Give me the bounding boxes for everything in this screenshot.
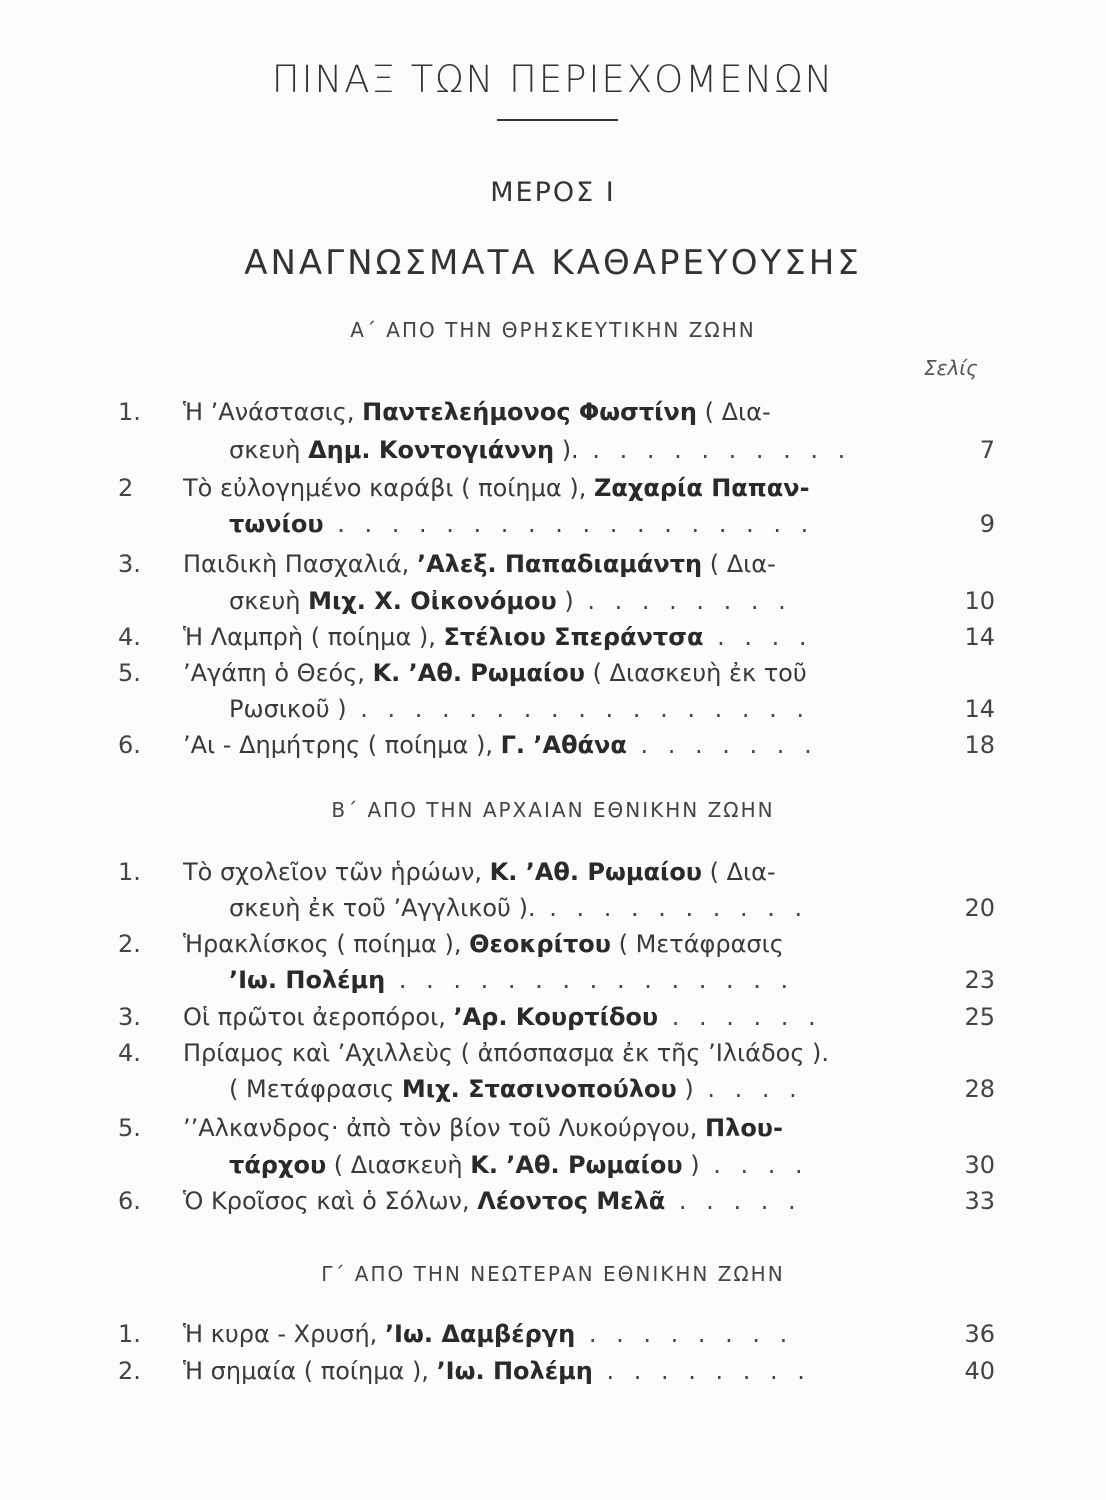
entry-number: 6. — [118, 731, 141, 759]
toc-entry-line — [0, 966, 1106, 1002]
entry-text: τάρχου ( Διασκευὴ Κ. ’Αθ. Ρωμαίου ) . . . . — [229, 1151, 809, 1179]
entry-text: Ρωσικοῦ ) . . . . . . . . . . . . . . . . . — [229, 695, 810, 723]
page-title: ΠΙΝΑΞ ΤΩΝ ΠΕΡΙΕΧΟΜΕΝΩΝ — [271, 58, 835, 101]
toc-entry-line — [0, 1357, 1106, 1393]
page-number: 30 — [964, 1151, 995, 1179]
toc-entry-line — [0, 695, 1106, 731]
page-number: 28 — [964, 1075, 995, 1103]
toc-entry-line — [0, 550, 1106, 586]
page-number: 25 — [964, 1003, 995, 1031]
entry-text: Ἡ Λαμπρὴ ( ποίημα ), Στέλιου Σπεράντσα . . . . — [183, 623, 813, 651]
entry-number: 4. — [118, 623, 141, 651]
part-heading: ΑΝΑΓΝΩΣΜΑΤΑ ΚΑΘΑΡΕΥΟΥΣΗΣ — [244, 243, 862, 283]
entry-text: Ἡρακλίσκος ( ποίημα ), Θεοκρίτου ( Μετάφρασις — [183, 930, 784, 958]
toc-entry-line — [0, 1187, 1106, 1223]
entry-number: 3. — [118, 1003, 141, 1031]
entry-text: Οἱ πρῶτοι ἀεροπόροι, ’Αρ. Κουρτίδου . . . . . . — [183, 1003, 822, 1031]
toc-entry-line — [0, 510, 1106, 546]
entry-text: ’’Αλκανδρος· ἀπὸ τὸν βίον τοῦ Λυκούργου, Πλου- — [183, 1114, 783, 1142]
toc-entry-line — [0, 930, 1106, 966]
toc-entry-line — [0, 436, 1106, 472]
title-rule — [497, 119, 618, 121]
entry-text: Τὸ σχολεῖον τῶν ἡρώων, Κ. ’Αθ. Ρωμαίου ( Δια- — [183, 858, 776, 886]
entry-text: Πρίαμος καὶ ’Αχιλλεὺς ( ἀπόσπασμα ἐκ τῆς ’Ιλιάδος ). — [183, 1039, 830, 1067]
section-title-b: Β΄ ΑΠΟ ΤΗΝ ΑΡΧΑΙΑΝ ΕΘΝΙΚΗΝ ΖΩΗΝ — [331, 798, 775, 822]
page-number: 7 — [979, 436, 995, 464]
entry-number: 1. — [118, 858, 141, 886]
page-column-label: Σελίς — [924, 356, 978, 380]
toc-entry-line — [0, 623, 1106, 659]
entry-text: Ἡ κυρα - Χρυσή, ’Ιω. Δαμβέργη . . . . . . . . — [183, 1320, 794, 1348]
page-number: 14 — [964, 695, 995, 723]
entry-text: Παιδικὴ Πασχαλιά, ’Αλεξ. Παπαδιαμάντη ( Δια- — [183, 550, 776, 578]
toc-entry-line — [0, 587, 1106, 623]
toc-entry-line — [0, 1075, 1106, 1111]
entry-number: 5. — [118, 659, 141, 687]
page-number: 9 — [979, 510, 995, 538]
page-number: 23 — [964, 966, 995, 994]
toc-entry-line — [0, 858, 1106, 894]
page-number: 10 — [964, 587, 995, 615]
page-number: 36 — [964, 1320, 995, 1348]
entry-number: 1. — [118, 1320, 141, 1348]
toc-entry-line — [0, 1003, 1106, 1039]
page-number: 18 — [964, 731, 995, 759]
entry-text: ’Αι - Δημήτρης ( ποίημα ), Γ. ’Αθάνα . . . . . . . — [183, 731, 818, 759]
entry-text: Ἡ σημαία ( ποίημα ), ’Ιω. Πολέμη . . . . . . . . — [183, 1357, 811, 1385]
page-number: 40 — [964, 1357, 995, 1385]
entry-text: Τὸ εὐλογημένο καράβι ( ποίημα ), Ζαχαρία Παπαν- — [183, 474, 810, 502]
entry-text: σκευὴ Δημ. Κοντογιάννη ). . . . . . . . . . . — [229, 436, 852, 464]
entry-number: 6. — [118, 1187, 141, 1215]
toc-entry-line — [0, 894, 1106, 930]
entry-text: Ἡ ’Ανάστασις, Παντελεήμονος Φωστίνη ( Δια- — [183, 398, 771, 426]
entry-text: σκευὴ ἐκ τοῦ ’Αγγλικοῦ ). . . . . . . . . . . — [229, 894, 809, 922]
toc-entry-line — [0, 1151, 1106, 1187]
entry-number: 4. — [118, 1039, 141, 1067]
entry-number: 3. — [118, 550, 141, 578]
entry-number: 2. — [118, 930, 141, 958]
toc-entry-line — [0, 1039, 1106, 1075]
page-number: 20 — [964, 894, 995, 922]
section-title-a: Α΄ ΑΠΟ ΤΗΝ ΘΡΗΣΚΕΥΤΙΚΗΝ ΖΩΗΝ — [350, 318, 756, 342]
section-title-c: Γ΄ ΑΠΟ ΤΗΝ ΝΕΩΤΕΡΑΝ ΕΘΝΙΚΗΝ ΖΩΗΝ — [321, 1262, 785, 1286]
page-number: 14 — [964, 623, 995, 651]
entry-text: τωνίου . . . . . . . . . . . . . . . . . . — [229, 510, 815, 538]
entry-text: σκευὴ Μιχ. Χ. Οἰκονόμου ) . . . . . . . . — [229, 587, 792, 615]
entry-number: 5. — [118, 1114, 141, 1142]
entry-text: Ὁ Κροῖσος καὶ ὁ Σόλων, Λέοντος Μελᾶ . . . . . — [183, 1187, 802, 1215]
toc-entry-line — [0, 474, 1106, 510]
entry-text: ( Μετάφρασις Μιχ. Στασινοπούλου ) . . . . — [229, 1075, 803, 1103]
toc-entry-line — [0, 398, 1106, 434]
toc-entry-line — [0, 731, 1106, 767]
page-number: 33 — [964, 1187, 995, 1215]
toc-entry-line — [0, 1320, 1106, 1356]
part-label: ΜΕΡΟΣ Ι — [490, 177, 616, 208]
entry-text: ’Ιω. Πολέμη . . . . . . . . . . . . . . . — [229, 966, 795, 994]
entry-number: 1. — [118, 398, 141, 426]
entry-text: ’Αγάπη ὁ Θεός, Κ. ’Αθ. Ρωμαίου ( Διασκευὴ ἐκ τοῦ — [183, 659, 807, 687]
entry-number: 2 — [118, 474, 134, 502]
toc-entry-line — [0, 659, 1106, 695]
entry-number: 2. — [118, 1357, 141, 1385]
toc-entry-line — [0, 1114, 1106, 1150]
